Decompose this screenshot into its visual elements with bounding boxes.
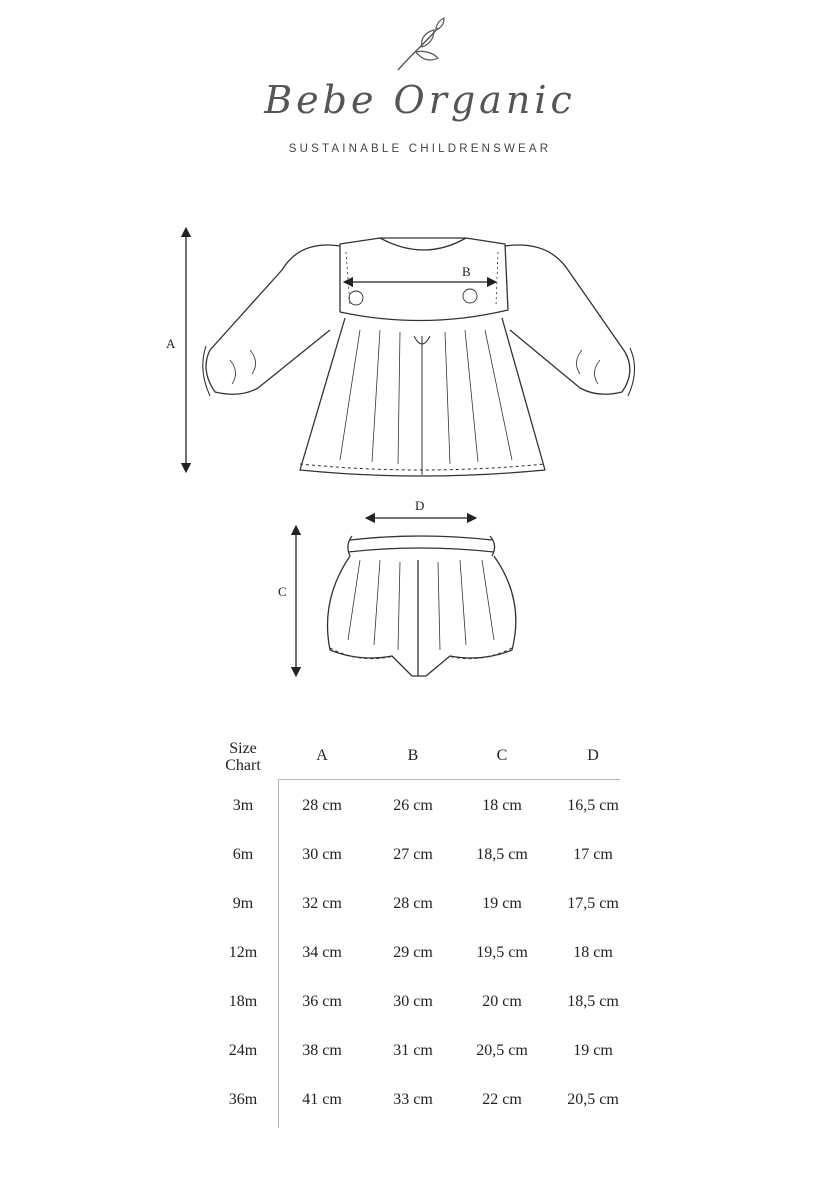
measurement-cell: 19 cm	[482, 895, 522, 912]
column-header-c: C	[496, 747, 508, 764]
size-chart-corner-label	[210, 740, 276, 774]
dimension-c-label: C	[278, 584, 287, 599]
size-label: 18m	[228, 993, 258, 1010]
header-divider	[278, 779, 620, 780]
measurement-cell: 20,5 cm	[567, 1091, 619, 1108]
size-label: 9m	[232, 895, 254, 912]
measurement-cell: 18,5 cm	[476, 846, 528, 863]
size-label: 6m	[232, 846, 254, 863]
blouse-drawing	[203, 238, 635, 476]
column-header-a: A	[316, 747, 328, 764]
column-header-b: B	[407, 747, 419, 764]
corner-line-1: Size	[229, 740, 257, 757]
size-label: 12m	[228, 944, 258, 961]
dimension-a-label: A	[166, 336, 176, 351]
measurement-cell: 18,5 cm	[567, 993, 619, 1010]
measurement-cell: 28 cm	[393, 895, 433, 912]
measurement-cell: 19 cm	[573, 1042, 613, 1059]
size-label: 3m	[232, 797, 254, 814]
measurement-cell: 32 cm	[302, 895, 342, 912]
measurement-cell: 33 cm	[393, 1091, 433, 1108]
brand-tagline: SUSTAINABLE CHILDRENSWEAR	[288, 143, 552, 155]
measurement-cell: 41 cm	[302, 1091, 342, 1108]
measurement-cell: 20,5 cm	[476, 1042, 528, 1059]
bloomers-drawing	[328, 536, 516, 676]
measurement-cell: 34 cm	[302, 944, 342, 961]
measurement-cell: 30 cm	[393, 993, 433, 1010]
corner-line-2: Chart	[225, 757, 261, 774]
measurement-cell: 36 cm	[302, 993, 342, 1010]
measurement-cell: 18 cm	[573, 944, 613, 961]
measurement-cell: 17 cm	[573, 846, 613, 863]
measurement-cell: 17,5 cm	[567, 895, 619, 912]
measurement-cell: 20 cm	[482, 993, 522, 1010]
column-header-d: D	[587, 747, 599, 764]
measurement-cell: 22 cm	[482, 1091, 522, 1108]
dimension-b-label: B	[462, 264, 471, 279]
measurement-cell: 28 cm	[302, 797, 342, 814]
measurement-cell: 26 cm	[393, 797, 433, 814]
measurement-cell: 16,5 cm	[567, 797, 619, 814]
dimension-d-label: D	[415, 498, 425, 513]
size-label: 24m	[228, 1042, 258, 1059]
measurement-cell: 19,5 cm	[476, 944, 528, 961]
measurement-cell: 31 cm	[393, 1042, 433, 1059]
measurement-cell: 29 cm	[393, 944, 433, 961]
measurement-cell: 30 cm	[302, 846, 342, 863]
brand-name: Bebe Organic	[264, 78, 576, 122]
measurement-cell: 18 cm	[482, 797, 522, 814]
measurement-cell: 38 cm	[302, 1042, 342, 1059]
measurement-cell: 27 cm	[393, 846, 433, 863]
size-label: 36m	[228, 1091, 258, 1108]
